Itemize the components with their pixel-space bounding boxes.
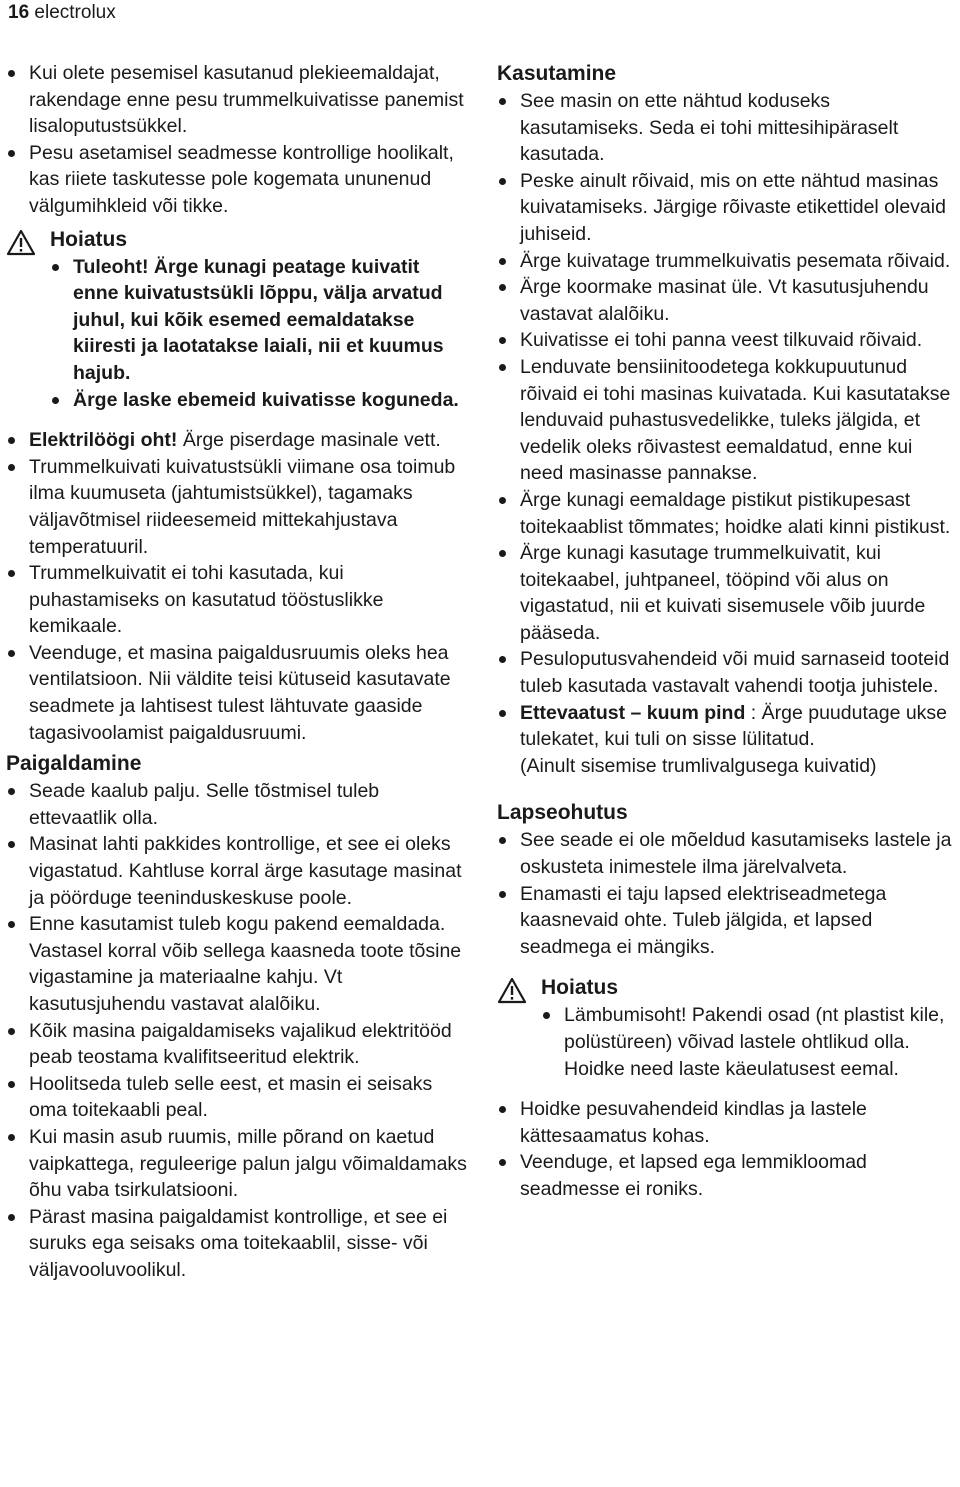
list-item: Veenduge, et masina paigaldusruumis oleks hea ventilatsioon. Nii väldite teisi kütuseid kasutavate seadmete ja lahtisest tulest lähtuvate gaaside tagasivoolamist paigaldusruumi.	[6, 640, 468, 746]
fire-warning-box	[6, 226, 468, 414]
list-item: Lämbumisoht! Pakendi osad (nt plastist kile, polüstüreen) võivad lastele ohtlikud olla. Hoidke need laste käeulatusest eemal.	[541, 1002, 957, 1082]
warning-triangle-icon	[497, 977, 527, 1004]
list-item: Pesu asetamisel seadmesse kontrollige hoolikalt, kas riiete taskutesse pole kogemata ununenud välgumihkleid või tikke.	[6, 140, 468, 220]
list-item: Seade kaalub palju. Selle tõstmisel tuleb ettevaatlik olla.	[6, 778, 468, 831]
list-item: Enne kasutamist tuleb kogu pakend eemaldada. Vastasel korral võib sellega kaasneda toote tõsine vigastamine ja materiaalne kahju. Vt kasutusjuhendu vastavat alalõiku.	[6, 911, 468, 1017]
electric-shock-text: Ärge piserdage masinale vett.	[177, 429, 441, 452]
warning-triangle-icon	[6, 229, 36, 256]
list-item: Kõik masina paigaldamiseks vajalikud elektritööd peab teostama kvalifitseeritud elektrik.	[6, 1018, 468, 1071]
list-item-electric-shock	[6, 427, 468, 454]
list-item: Trummelkuivatit ei tohi kasutada, kui puhastamiseks on kasutatud tööstuslikke kemikaale.	[6, 560, 468, 640]
list-item: Masinat lahti pakkides kontrollige, et see ei oleks vigastatud. Kahtluse korral ärge kasutage masinat ja pöörduge teeninduskeskuse poole.	[6, 831, 468, 911]
list-item: Ärge kunagi eemaldage pistikut pistikupesast toitekaablist tõmmates; hoidke alati kinni pistikust.	[497, 487, 957, 540]
list-item: Kui olete pesemisel kasutanud plekieemaldajat, rakendage enne pesu trummelkuivatisse panemist lisaloputustsükkel.	[6, 60, 468, 140]
list-item-hot-surface	[497, 700, 957, 780]
section-title-usage: Kasutamine	[497, 62, 617, 85]
left-column	[6, 60, 468, 1284]
list-item: Pesuloputusvahendeid või muid sarnaseid tooteid tuleb kasutada vastavalt vahendi tootja juhistele.	[497, 646, 957, 699]
page-header	[8, 2, 116, 24]
list-item: Kui masin asub ruumis, mille põrand on kaetud vaipkattega, reguleerige palun jalgu võimaldamaks õhu vaba tsirkulatsiooni.	[6, 1124, 468, 1204]
section-title-installation: Paigaldamine	[6, 752, 142, 776]
list-item: Hoolitseda tuleb selle eest, et masin ei seisaks oma toitekaabli peal.	[6, 1071, 468, 1124]
right-column	[497, 60, 957, 1203]
child-safety-list	[497, 827, 957, 960]
warning-list	[541, 1002, 957, 1082]
electric-shock-label: Elektrilöögi oht!	[29, 429, 178, 452]
warning-title: Hoiatus	[541, 976, 619, 1000]
hot-surface-text: : Ärge puudutage ukse tulekatet, kui tuli on sisse lülitatud.	[520, 701, 948, 751]
suffocation-warning-box	[497, 974, 957, 1082]
list-item: See masin on ette nähtud koduseks kasutamiseks. Seda ei tohi mittesihipäraselt kasutada.	[497, 88, 957, 168]
section-title-child-safety: Lapseohutus	[497, 801, 628, 825]
list-item: Veenduge, et lapsed ega lemmikloomad seadmesse ei roniks.	[497, 1149, 957, 1202]
child-safety-list-continued	[497, 1096, 957, 1202]
hot-surface-note: (Ainult sisemise trumlivalgusega kuivatid)	[520, 754, 877, 777]
safety-list	[6, 427, 468, 746]
intro-list	[6, 60, 468, 220]
list-item: Kuivatisse ei tohi panna veest tilkuvaid rõivaid.	[497, 327, 957, 354]
page-number: 16	[8, 2, 30, 23]
list-item: Tuleoht! Ärge kunagi peatage kuivatit enne kuivatustsükli lõppu, välja arvatud juhul, kui kõik esemed eemaldatakse kiiresti ja laotatakse laiali, nii et kuumus hajub.	[50, 254, 468, 387]
list-item: Enamasti ei taju lapsed elektriseadmetega kaasnevaid ohte. Tuleb jälgida, et lapsed seadmega ei mängiks.	[497, 881, 957, 961]
list-item: Ärge laske ebemeid kuivatisse koguneda.	[50, 387, 468, 414]
list-item: Lenduvate bensiinitoodetega kokkupuutunud rõivaid ei tohi masinas kuivatada. Kui kasutatakse lenduvaid puhastusvedelikke, tuleks jälgida, et vedelik oleks rõivastest eemaldatud, enne kui need masinasse pannakse.	[497, 354, 957, 487]
list-item: Peske ainult rõivaid, mis on ette nähtud masinas kuivatamiseks. Järgige rõivaste etikettidel olevaid juhiseid.	[497, 168, 957, 248]
list-item: Ärge kunagi kasutage trummelkuivatit, kui toitekaabel, juhtpaneel, tööpind või alus on vigastatud, nii et kuivati sisemusele võib juurde pääseda.	[497, 540, 957, 646]
warning-list	[50, 254, 468, 414]
list-item: Pärast masina paigaldamist kontrollige, et see ei suruks ega seisaks oma toitekaablil, sisse- või väljavooluvoolikul.	[6, 1204, 468, 1284]
list-item: Ärge kuivatage trummelkuivatis pesemata rõivaid.	[497, 248, 957, 275]
usage-list	[497, 88, 957, 779]
list-item: Hoidke pesuvahendeid kindlas ja lastele kättesaamatus kohas.	[497, 1096, 957, 1149]
brand-name: electrolux	[34, 2, 116, 23]
list-item: Trummelkuivati kuivatustsükli viimane osa toimub ilma kuumuseta (jahtumistsükkel), tagamaks väljavõtmisel riideesemeid mittekahjustava temperatuuril.	[6, 454, 468, 560]
installation-list	[6, 778, 468, 1283]
list-item: Ärge koormake masinat üle. Vt kasutusjuhendu vastavat alalõiku.	[497, 274, 957, 327]
warning-title: Hoiatus	[50, 227, 128, 251]
hot-surface-label: Ettevaatust – kuum pind	[520, 701, 746, 724]
list-item: See seade ei ole mõeldud kasutamiseks lastele ja oskusteta inimestele ilma järelvalveta.	[497, 827, 957, 880]
